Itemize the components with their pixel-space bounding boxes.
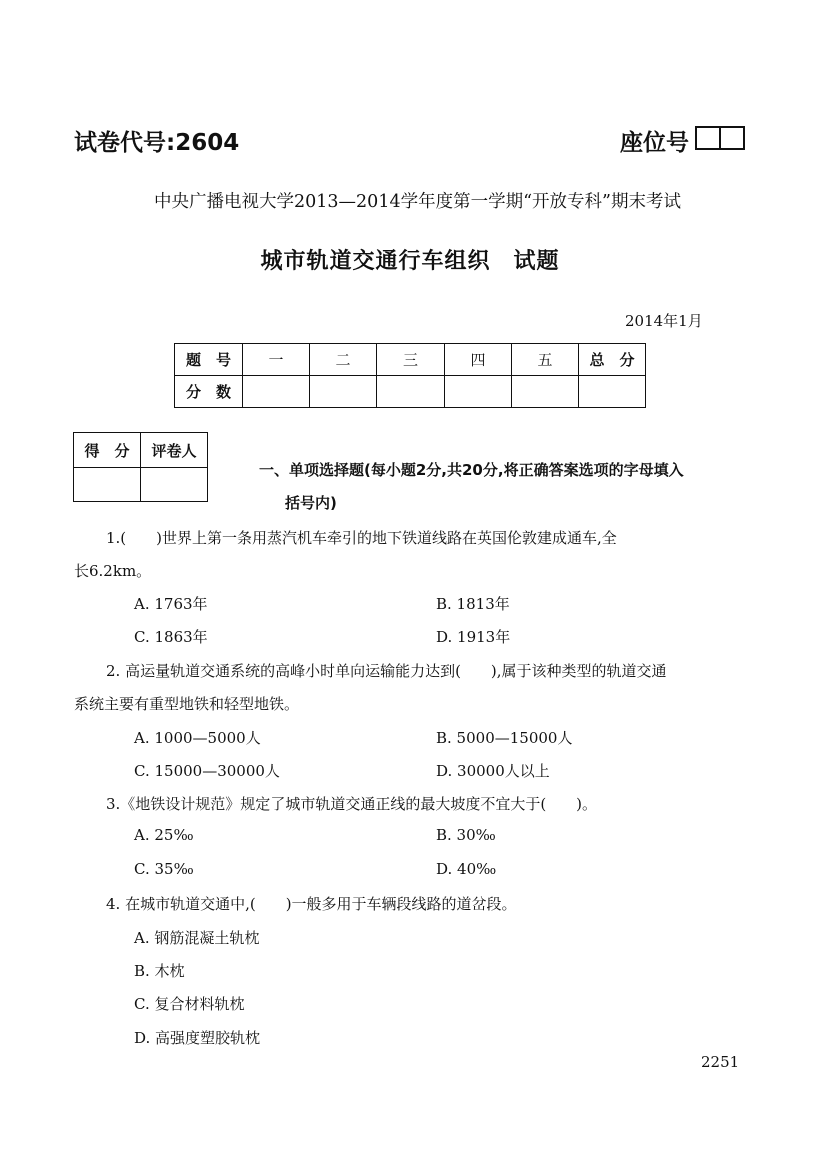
score-table-score-row: [175, 376, 646, 408]
grader-input-cell[interactable]: [141, 468, 208, 502]
score-input-cell[interactable]: [512, 376, 579, 408]
question-2-text: 2. 高运量轨道交通系统的高峰小时单向运输能力达到( ),属于该种类型的轨道交通: [106, 662, 667, 680]
question-1-option-a: A. 1763年: [134, 595, 208, 613]
question-2-option-b: B. 5000—15000人: [436, 729, 573, 747]
question-3-option-a: A. 25‰: [134, 826, 194, 844]
score-table-header-row: [175, 344, 646, 376]
exam-subtitle: 中央广播电视大学2013—2014学年度第一学期“开放专科”期末考试: [154, 192, 681, 212]
question-1-text-continued: 长6.2km。: [74, 562, 152, 580]
score-table-cell: 总 分: [579, 344, 646, 376]
question-3-text: 3.《地铁设计规范》规定了城市轨道交通正线的最大坡度不宜大于( )。: [106, 795, 598, 813]
question-3-option-d: D. 40‰: [436, 860, 497, 878]
exam-title: 城市轨道交通行车组织 试题: [260, 249, 560, 274]
score-input-cell[interactable]: [579, 376, 646, 408]
question-4-option-d: D. 高强度塑胶轨枕: [134, 1029, 261, 1047]
question-4-option-a: A. 钢筋混凝土轨枕: [134, 929, 260, 947]
question-4-text: 4. 在城市轨道交通中,( )一般多用于车辆段线路的道岔段。: [106, 895, 517, 913]
score-table: [174, 343, 646, 408]
seat-number-boxes: [695, 126, 745, 150]
grader-table: [73, 432, 208, 502]
seat-number-label: 座位号: [620, 130, 689, 156]
section-heading-continued: 括号内): [285, 494, 337, 512]
question-1-option-c: C. 1863年: [134, 628, 208, 646]
score-table-cell: 题 号: [175, 344, 243, 376]
grader-table-input-row: [74, 468, 208, 502]
question-4-option-b: B. 木枕: [134, 962, 185, 980]
question-1-option-d: D. 1913年: [436, 628, 511, 646]
score-table-cell: 四: [445, 344, 512, 376]
page-number: 2251: [701, 1053, 740, 1071]
score-table-cell: 一: [243, 344, 310, 376]
section-heading: 一、单项选择题(每小题2分,共20分,将正确答案选项的字母填入: [259, 461, 684, 479]
grader-label-cell: 评卷人: [141, 433, 208, 468]
question-1-text: 1.( )世界上第一条用蒸汽机车牵引的地下铁道线路在英国伦敦建成通车,全: [106, 529, 617, 547]
question-1-option-b: B. 1813年: [436, 595, 510, 613]
score-input-cell[interactable]: [74, 468, 141, 502]
score-table-cell: 三: [377, 344, 445, 376]
grader-table-header-row: [74, 433, 208, 468]
question-2-option-a: A. 1000—5000人: [134, 729, 261, 747]
score-input-cell[interactable]: [377, 376, 445, 408]
score-input-cell[interactable]: [445, 376, 512, 408]
question-4-option-c: C. 复合材料轨枕: [134, 995, 245, 1013]
score-table-cell: 五: [512, 344, 579, 376]
paper-code: 试卷代号:2604: [74, 130, 240, 156]
question-2-option-d: D. 30000人以上: [436, 762, 550, 780]
score-label-cell: 得 分: [74, 433, 141, 468]
question-3-option-b: B. 30‰: [436, 826, 496, 844]
score-table-cell: 二: [310, 344, 377, 376]
score-table-cell: 分 数: [175, 376, 243, 408]
question-2-text-continued: 系统主要有重型地铁和轻型地铁。: [74, 695, 300, 713]
exam-date: 2014年1月: [625, 312, 703, 330]
score-input-cell[interactable]: [243, 376, 310, 408]
score-input-cell[interactable]: [310, 376, 377, 408]
question-2-option-c: C. 15000—30000人: [134, 762, 280, 780]
question-3-option-c: C. 35‰: [134, 860, 194, 878]
